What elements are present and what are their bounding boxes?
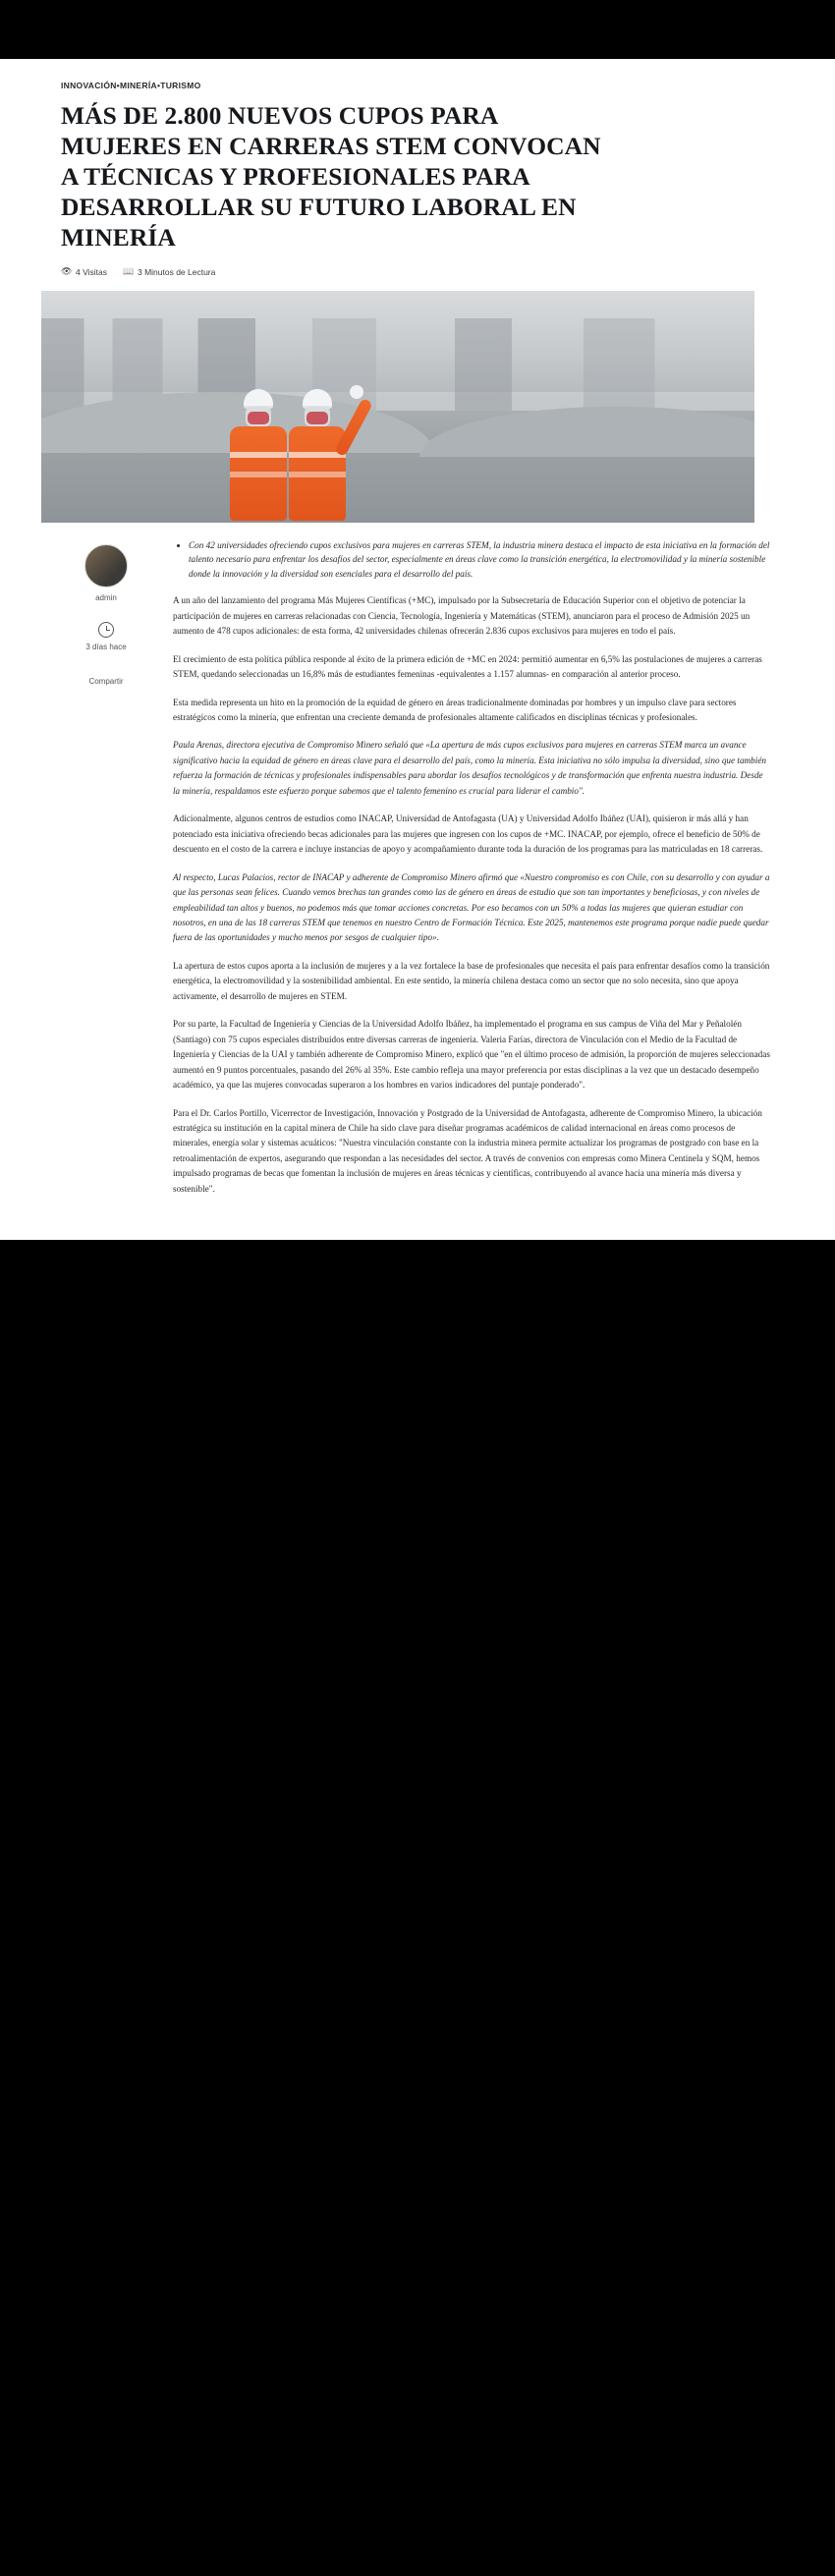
worker-vest <box>289 426 346 521</box>
paragraph-quote: Paula Arenas, directora ejecutiva de Compromiso Minero señaló que «La apertura de más cupos exclusivos para mujeres en carreras STEM marca un avance significativo hacia la equidad de género en áreas clave para el desarrollo del país, como la minería. Esta iniciativa no sólo impulsa la diversidad, sino que también refuerza la formación de técnicas y profesionales indispensables para abordar los desafíos tecnológicos y de transformación que enfrenta nuestra industria. Desde la minería, respaldamos este esfuerzo porque sabemos que el talento femenino es crucial para liderar el cambio". <box>173 740 767 796</box>
paragraph: Esta medida representa un hito en la promoción de la equidad de género en áreas tradicionalmente dominadas por hombres y un impulso clave para sectores estratégicos como la minería, que enfrentan una creciente demanda de profesionales altamente calificados en disciplinas técnicas y profesionales. <box>173 697 737 722</box>
worker-figure-right <box>289 389 346 521</box>
article-meta <box>61 267 774 277</box>
hero-image <box>41 291 754 523</box>
worker-face <box>246 407 271 426</box>
paragraph: Para el Dr. Carlos Portillo, Vicerrector de Investigación, Innovación y Postgrado de la Universidad de Antofagasta, adherente de Compromiso Minero, la ubicación estratégica su institución en la capital minera de Chile ha sido clave para diseñar programas académicos de calidad internacional en áreas como procesos de minerales, energía solar y sistemas acuáticos: "Nuestra vinculación constante con la industria minera permite actualizar los programas de postgrado con base en la retroalimentación de expertos, asegurando que respondan a las necesidades del sector. A través de convenios con empresas como Minera Centinela y SQM, hemos impulsado programas de becas que fomentan la inclusión de mujeres en áreas técnicas y científicas, contribuyendo al avance hacia una minería más diversa y sostenible". <box>173 1107 762 1194</box>
read-time-meta <box>123 267 215 277</box>
clock-icon <box>98 622 114 638</box>
eye-icon: 👁 <box>61 266 73 277</box>
vest-stripe-lower <box>230 472 287 477</box>
article-bottom-spacer <box>173 1209 770 1239</box>
page-title: MÁS DE 2.800 NUEVOS CUPOS PARA MUJERES EN CARRERAS STEM CONVOCAN A TÉCNICAS Y PROFESIONALES PARA DESARROLLAR SU FUTURO LABORAL EN MINERÍA <box>61 101 601 252</box>
list-item: • Con 42 universidades ofreciendo cupos exclusivos para mujeres en carreras STEM, la industria minera destaca el impacto de esta iniciativa en la formación del talento necesario para enfrentar los desafíos del sector, especialmente en áreas clave como la transición energética, la electromovilidad y la minería sostenible donde la innovación y la diversidad son esenciales para el desarrollo del país. <box>189 538 770 583</box>
worker-glove <box>350 385 363 399</box>
respirator-mask <box>248 412 269 424</box>
paragraph: El crecimiento de esta política pública responde al éxito de la primera edición de +MC en 2024: permitió aumentar en 6,5% las postulaciones de mujeres a carreras STEM, quedando seleccionadas un 16,8% más de estudiantes femeninas -equivalentes a 1.157 alumnas- en comparación al anterior proceso. <box>173 653 762 680</box>
vest-stripe-upper <box>230 452 287 458</box>
author-sidebar <box>61 538 151 1240</box>
article-kicker[interactable]: INNOVACIÓN•MINERÍA•TURISMO <box>61 81 201 90</box>
worker-face <box>305 407 330 426</box>
avatar[interactable] <box>84 544 128 588</box>
author-name[interactable]: admin <box>95 592 117 602</box>
paragraph: Por su parte, la Facultad de Ingeniería y Ciencias de la Universidad Adolfo Ibáñez, ha implementado el programa en sus campus de Viña del Mar y Peñalolén (Santiago) con 75 cupos especiales distribuidos entre diversas carreras de ingeniería. Valeria Farías, directora de Vinculación con el Medio de la Facultad de Ingeniería y Ciencias de la UAI y también adherente de Compromiso Minero, explicó que "en el último proceso de admisión, la proporción de mujeres seleccionadas aumentó en 9 puntos porcentuales, pasando del 26% al 35%. Este cambio refleja una mayor preferencia por estas disciplinas a la vez que un destacado desempeño académico, ya que las mujeres convocadas superaron a los hombres en varios indicadores del puntaje ponderado". <box>173 1019 770 1091</box>
published-time-ago: 3 días hace <box>85 642 127 651</box>
paragraph: La apertura de estos cupos aporta a la inclusión de mujeres y a la vez fortalece la base de profesionales que necesita el país para enfrentar desafíos como la transición energética, la electromovilidad y la sostenibilidad ambiental. En este sentido, la minería chilena destaca como un sector que no solo necesita, sino que apoya activamente, el desarrollo de mujeres en STEM. <box>173 960 770 1001</box>
views-count: 4 Visitas <box>76 266 107 277</box>
respirator-mask <box>306 412 328 424</box>
article-surface <box>0 59 835 1240</box>
lead-bullet-list <box>173 538 770 583</box>
article-inner <box>0 59 835 523</box>
helmet-icon <box>303 389 332 409</box>
paragraph: A un año del lanzamiento del programa Más Mujeres Científicas (+MC), impulsado por la Subsecretaría de Educación Superior con el objetivo de potenciar la participación de mujeres en carreras relacionadas con Ciencia, Tecnología, Ingeniería y Matemáticas (STEM), anunciaron para el proceso de Admisión 2025 un aumento de 478 cupos adicionales: de esta forma, 42 universidades chilenas ofrecerán 2.836 cupos exclusivos para mujeres en todo el país. <box>173 595 751 637</box>
views-meta <box>61 267 107 277</box>
share-label[interactable]: Compartir <box>88 676 124 686</box>
paragraph-quote: Al respecto, Lucas Palacios, rector de INACAP y adherente de Compromiso Minero afirmó que «Nuestro compromiso es con Chile, con su desarrollo y con ayudar a que las personas sean felices. Cuando vemos brechas tan grandes como las de género en áreas de estudio que son tan importantes y beneficiosas, y con niveles de empleabilidad tan altos y buenos, no podemos más que tomar acciones concretas. Por eso becamos con un 50% a todas las mujeres que quieran estudiar con nosotros, en una de las 18 carreras STEM que tenemos en nuestro Centro de Formación Técnica. Este 2025, mantenemos este programa porque nadie puede quedar fuera de las oportunidades y mucho menos por sesgos de cualquier tipo». <box>173 871 770 943</box>
read-time: 3 Minutos de Lectura <box>137 266 216 277</box>
article-text <box>173 538 774 1240</box>
book-icon: 📖 <box>122 266 135 277</box>
worker-vest <box>230 426 287 521</box>
helmet-icon <box>244 389 273 409</box>
vest-stripe-lower <box>289 472 346 477</box>
worker-figure-left <box>230 389 287 521</box>
paragraph: Adicionalmente, algunos centros de estudios como INACAP, Universidad de Antofagasta (UA) y Universidad Adolfo Ibáñez (UAI), quisieron ir más allá y han potenciado esta iniciativa ofreciendo becas adicionales para las mujeres que ingresen con los cupos de +MC. INACAP, por ejemplo, ofrece el beneficio de 50% de descuento en el costo de la carrera e incluye instancias de apoyo y acompañamiento durante toda la duración de los programas para las matriculadas en 18 carreras. <box>173 813 763 855</box>
article-body-row <box>0 523 835 1240</box>
